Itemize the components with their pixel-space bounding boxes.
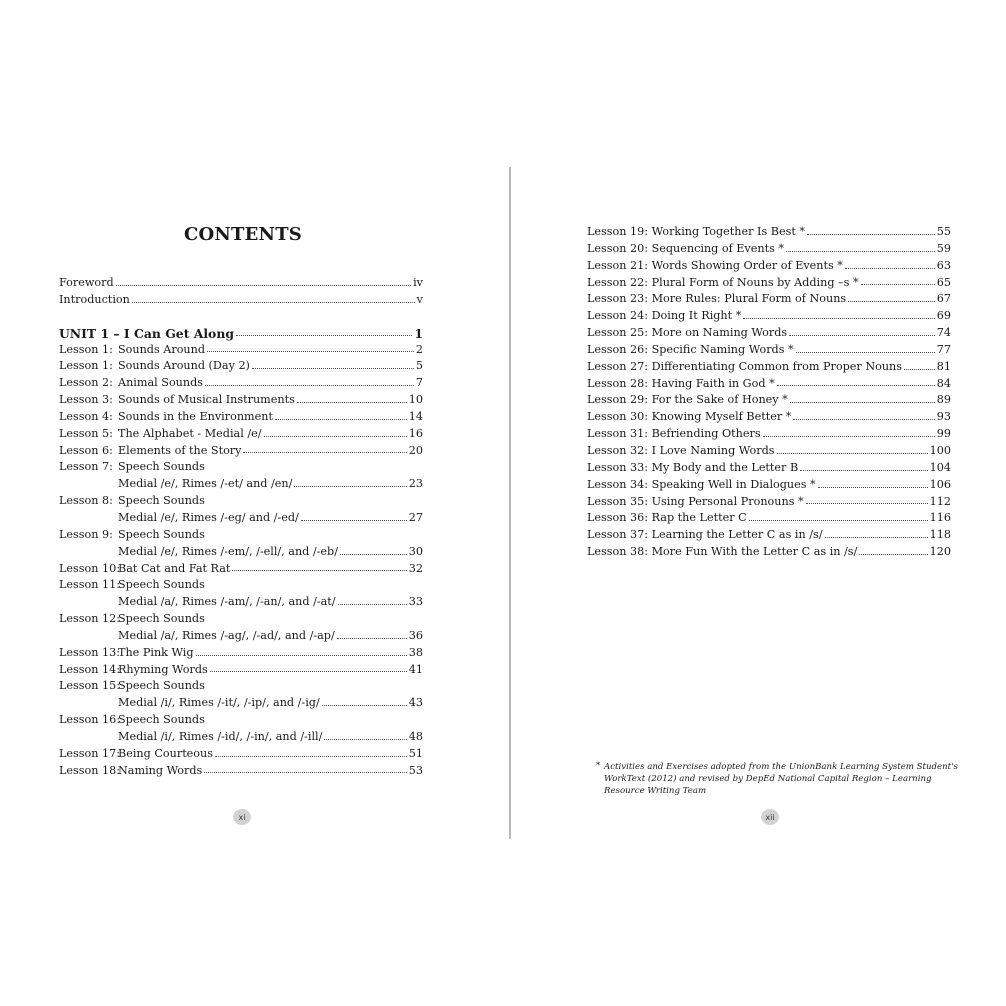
lesson-number: Lesson 13: bbox=[59, 645, 121, 659]
left-toc bbox=[59, 276, 423, 780]
lesson-title: The Alphabet - Medial /e/ bbox=[118, 426, 262, 440]
lesson-list-left bbox=[59, 343, 423, 781]
lesson-title: Naming Words bbox=[118, 763, 203, 777]
toc-row-lesson[interactable] bbox=[59, 545, 423, 562]
toc-row-lesson[interactable] bbox=[59, 444, 423, 461]
toc-row-lesson[interactable] bbox=[59, 595, 423, 612]
toc-row-lesson[interactable] bbox=[587, 545, 951, 562]
lesson-page: 63 bbox=[936, 258, 951, 272]
toc-row-lesson[interactable] bbox=[587, 225, 951, 242]
lesson-title: Sounds of Musical Instruments bbox=[118, 393, 295, 407]
lesson-number: Lesson 3: bbox=[59, 393, 113, 407]
leader-dots bbox=[275, 419, 407, 420]
lesson-page: 67 bbox=[936, 292, 951, 306]
lesson-title: Speech Sounds bbox=[118, 578, 205, 592]
leader-dots bbox=[196, 655, 407, 656]
lesson-title: Lesson 26: Specific Naming Words * bbox=[587, 342, 794, 356]
footnote-mark: * bbox=[596, 761, 601, 771]
toc-entry-page: v bbox=[416, 292, 423, 306]
leader-dots bbox=[859, 554, 927, 555]
lesson-title: Medial /e/, Rimes /-eg/ and /-ed/ bbox=[118, 510, 299, 524]
toc-row-lesson[interactable] bbox=[587, 309, 951, 326]
lesson-page: 77 bbox=[936, 342, 951, 356]
toc-row-lesson[interactable] bbox=[59, 460, 423, 477]
toc-row-lesson[interactable] bbox=[59, 747, 423, 764]
leader-dots bbox=[215, 756, 407, 757]
lesson-number: Lesson 8: bbox=[59, 494, 113, 508]
toc-row-lesson[interactable] bbox=[59, 410, 423, 427]
leader-dots bbox=[132, 302, 415, 303]
leader-dots bbox=[204, 772, 406, 773]
lesson-page: 23 bbox=[408, 477, 423, 491]
lesson-number: Lesson 7: bbox=[59, 460, 113, 474]
leader-dots bbox=[207, 351, 414, 352]
footnote-text: Activities and Exercises adopted from the UnionBank Learning System Student's WorkText (2012) and revised by DepEd National Capital Region – Learning Resource Writing Team bbox=[604, 762, 958, 796]
lesson-title: Lesson 27: Differentiating Common from Proper Nouns bbox=[587, 359, 902, 373]
toc-row-lesson[interactable] bbox=[587, 343, 951, 360]
lesson-page: 120 bbox=[929, 545, 951, 559]
lesson-page: 100 bbox=[929, 443, 951, 457]
toc-row-lesson[interactable] bbox=[59, 494, 423, 511]
lesson-page: 116 bbox=[929, 511, 951, 525]
lesson-page: 14 bbox=[408, 409, 423, 423]
leader-dots bbox=[294, 486, 406, 487]
leader-dots bbox=[786, 251, 935, 252]
toc-row-lesson[interactable] bbox=[587, 495, 951, 512]
toc-row-lesson[interactable] bbox=[587, 292, 951, 309]
toc-row-lesson[interactable] bbox=[587, 377, 951, 394]
page-number-left: xi bbox=[233, 809, 251, 825]
toc-row-lesson[interactable] bbox=[587, 427, 951, 444]
lesson-title: Medial /a/, Rimes /-ag/, /-ad/, and /-ap/ bbox=[118, 628, 335, 642]
lesson-title: Lesson 37: Learning the Letter C as in /s/ bbox=[587, 528, 823, 542]
lesson-title: Lesson 36: Rap the Letter C bbox=[587, 511, 747, 525]
toc-entry-title: Foreword bbox=[59, 276, 114, 289]
leader-dots bbox=[793, 419, 934, 420]
lesson-page: 48 bbox=[408, 729, 423, 743]
toc-row-lesson[interactable] bbox=[587, 259, 951, 276]
lesson-title: Lesson 24: Doing It Right * bbox=[587, 309, 742, 323]
toc-row-lesson[interactable] bbox=[59, 679, 423, 696]
toc-row-lesson[interactable] bbox=[59, 663, 423, 680]
lesson-title: Being Courteous bbox=[118, 746, 213, 760]
toc-row-unit-1[interactable] bbox=[59, 326, 423, 343]
leader-dots bbox=[777, 385, 935, 386]
toc-row-lesson[interactable] bbox=[59, 359, 423, 376]
lesson-title: Lesson 20: Sequencing of Events * bbox=[587, 241, 784, 255]
toc-row-lesson[interactable] bbox=[587, 393, 951, 410]
leader-dots bbox=[252, 368, 414, 369]
leader-dots bbox=[243, 452, 406, 453]
lesson-title: Animal Sounds bbox=[118, 376, 203, 390]
lesson-title: Speech Sounds bbox=[118, 460, 205, 474]
leader-dots bbox=[763, 436, 935, 437]
lesson-page: 65 bbox=[936, 275, 951, 289]
leader-dots bbox=[340, 554, 407, 555]
toc-row-lesson[interactable] bbox=[587, 478, 951, 495]
lesson-title: Speech Sounds bbox=[118, 679, 205, 693]
lesson-page: 36 bbox=[408, 628, 423, 642]
leader-dots bbox=[777, 453, 928, 454]
lesson-title: Lesson 32: I Love Naming Words bbox=[587, 443, 775, 457]
leader-dots bbox=[789, 335, 935, 336]
lesson-page: 2 bbox=[415, 342, 423, 356]
lesson-title: Lesson 29: For the Sake of Honey * bbox=[587, 393, 788, 407]
lesson-title: Speech Sounds bbox=[118, 494, 205, 508]
toc-row-lesson[interactable] bbox=[587, 528, 951, 545]
lesson-page: 33 bbox=[408, 595, 423, 609]
leader-dots bbox=[337, 638, 407, 639]
lesson-page: 84 bbox=[936, 376, 951, 390]
lesson-title: Elements of the Story bbox=[118, 443, 242, 457]
lesson-page: 7 bbox=[415, 376, 423, 390]
toc-row-introduction[interactable] bbox=[59, 293, 423, 310]
page-number-right: xii bbox=[761, 809, 779, 825]
lesson-title: Sounds in the Environment bbox=[118, 409, 273, 423]
toc-row-lesson[interactable] bbox=[587, 326, 951, 343]
lesson-title: The Pink Wig bbox=[118, 645, 194, 659]
leader-dots bbox=[232, 570, 406, 571]
leader-dots bbox=[845, 268, 935, 269]
lesson-number: Lesson 18: bbox=[59, 763, 121, 777]
toc-row-lesson[interactable] bbox=[59, 511, 423, 528]
lesson-title: Lesson 35: Using Personal Pronouns * bbox=[587, 494, 804, 508]
leader-dots bbox=[800, 470, 927, 471]
lesson-title: Lesson 28: Having Faith in God * bbox=[587, 376, 775, 390]
unit-title: UNIT 1 – I Can Get Along bbox=[59, 325, 234, 341]
toc-row-lesson[interactable] bbox=[59, 612, 423, 629]
toc-row-lesson[interactable] bbox=[59, 764, 423, 781]
lesson-title: Lesson 31: Befriending Others bbox=[587, 427, 761, 441]
lesson-number: Lesson 4: bbox=[59, 409, 113, 423]
lesson-page: 99 bbox=[936, 427, 951, 441]
toc-row-lesson[interactable] bbox=[59, 629, 423, 646]
leader-dots bbox=[825, 537, 928, 538]
right-toc bbox=[587, 225, 951, 562]
lesson-page: 106 bbox=[929, 477, 951, 491]
lesson-page: 69 bbox=[936, 309, 951, 323]
lesson-title: Lesson 25: More on Naming Words bbox=[587, 326, 788, 340]
toc-row-lesson[interactable] bbox=[59, 343, 423, 360]
leader-dots bbox=[264, 436, 407, 437]
leader-dots bbox=[848, 301, 935, 302]
lesson-title: Sounds Around bbox=[118, 342, 206, 356]
lesson-title: Lesson 22: Plural Form of Nouns by Adding –s * bbox=[587, 275, 859, 289]
toc-row-lesson[interactable] bbox=[59, 646, 423, 663]
lesson-number: Lesson 9: bbox=[59, 527, 113, 541]
lesson-number: Lesson 2: bbox=[59, 376, 113, 390]
footnote bbox=[598, 762, 963, 797]
toc-row-lesson[interactable] bbox=[59, 528, 423, 545]
lesson-page: 89 bbox=[936, 393, 951, 407]
leader-dots bbox=[338, 604, 407, 605]
lesson-page: 30 bbox=[408, 544, 423, 558]
lesson-title: Medial /e/, Rimes /-em/, /-ell/, and /-eb/ bbox=[118, 544, 338, 558]
leader-dots bbox=[301, 520, 407, 521]
toc-row-lesson[interactable] bbox=[59, 578, 423, 595]
lesson-page: 27 bbox=[408, 510, 423, 524]
toc-row-lesson[interactable] bbox=[587, 410, 951, 427]
lesson-title: Lesson 23: More Rules: Plural Form of Nouns bbox=[587, 292, 847, 306]
lesson-title: Rhyming Words bbox=[118, 662, 208, 676]
lesson-title: Speech Sounds bbox=[118, 713, 205, 727]
toc-row-foreword[interactable] bbox=[59, 276, 423, 293]
leader-dots bbox=[743, 318, 934, 319]
lesson-title: Bat Cat and Fat Rat bbox=[118, 561, 231, 575]
lesson-page: 20 bbox=[408, 443, 423, 457]
leader-dots bbox=[116, 285, 411, 286]
toc-row-lesson[interactable] bbox=[59, 730, 423, 747]
lesson-title: Sounds Around (Day 2) bbox=[118, 359, 250, 373]
lesson-number: Lesson 1: bbox=[59, 359, 113, 373]
lesson-page: 16 bbox=[408, 426, 423, 440]
section-gap bbox=[59, 310, 423, 326]
lesson-page: 55 bbox=[936, 225, 951, 238]
toc-row-lesson[interactable] bbox=[587, 276, 951, 293]
lesson-page: 104 bbox=[929, 460, 951, 474]
lesson-number: Lesson 6: bbox=[59, 443, 113, 457]
toc-row-lesson[interactable] bbox=[59, 393, 423, 410]
toc-row-lesson[interactable] bbox=[59, 427, 423, 444]
lesson-title: Medial /a/, Rimes /-am/, /-an/, and /-at/ bbox=[118, 595, 336, 609]
page-gutter-divider bbox=[509, 167, 511, 839]
leader-dots bbox=[796, 352, 935, 353]
lesson-title: Medial /i/, Rimes /-it/, /-ip/, and /-ig/ bbox=[118, 696, 320, 710]
leader-dots bbox=[904, 369, 935, 370]
leader-dots bbox=[806, 503, 928, 504]
leader-dots bbox=[322, 705, 407, 706]
toc-row-lesson[interactable] bbox=[587, 461, 951, 478]
lesson-number: Lesson 16: bbox=[59, 713, 121, 727]
lesson-page: 38 bbox=[408, 645, 423, 659]
lesson-title: Lesson 33: My Body and the Letter B bbox=[587, 460, 799, 474]
leader-dots bbox=[861, 284, 935, 285]
lesson-title: Lesson 19: Working Together Is Best * bbox=[587, 225, 805, 238]
leader-dots bbox=[818, 487, 928, 488]
lesson-page: 93 bbox=[936, 410, 951, 424]
leader-dots bbox=[790, 402, 935, 403]
lesson-title: Speech Sounds bbox=[118, 527, 205, 541]
lesson-number: Lesson 17: bbox=[59, 746, 121, 760]
leader-dots bbox=[807, 234, 935, 235]
toc-row-lesson[interactable] bbox=[59, 562, 423, 579]
toc-row-lesson[interactable] bbox=[59, 477, 423, 494]
toc-entry-title: Introduction bbox=[59, 292, 130, 306]
lesson-number: Lesson 5: bbox=[59, 426, 113, 440]
lesson-title: Lesson 30: Knowing Myself Better * bbox=[587, 410, 792, 424]
toc-row-lesson[interactable] bbox=[587, 360, 951, 377]
lesson-page: 118 bbox=[929, 528, 951, 542]
lesson-page: 59 bbox=[936, 241, 951, 255]
lesson-title: Medial /i/, Rimes /-id/, /-in/, and /-ill/ bbox=[118, 729, 323, 743]
lesson-page: 74 bbox=[936, 326, 951, 340]
toc-row-lesson[interactable] bbox=[59, 713, 423, 730]
lesson-page: 41 bbox=[408, 662, 423, 676]
lesson-page: 32 bbox=[408, 561, 423, 575]
lesson-page: 53 bbox=[408, 763, 423, 777]
leader-dots bbox=[205, 385, 414, 386]
leader-dots bbox=[324, 739, 406, 740]
lesson-number: Lesson 11: bbox=[59, 578, 121, 592]
toc-row-lesson[interactable] bbox=[587, 511, 951, 528]
lesson-number: Lesson 10: bbox=[59, 561, 121, 575]
toc-row-lesson[interactable] bbox=[587, 242, 951, 259]
toc-row-lesson[interactable] bbox=[59, 696, 423, 713]
lesson-title: Lesson 34: Speaking Well in Dialogues * bbox=[587, 477, 816, 491]
contents-title: CONTENTS bbox=[183, 224, 303, 245]
leader-dots bbox=[297, 402, 407, 403]
toc-row-lesson[interactable] bbox=[587, 444, 951, 461]
lesson-number: Lesson 14: bbox=[59, 662, 121, 676]
leader-dots bbox=[749, 520, 928, 521]
leader-dots bbox=[210, 671, 407, 672]
toc-entry-page: iv bbox=[413, 276, 423, 289]
lesson-page: 81 bbox=[936, 359, 951, 373]
toc-row-lesson[interactable] bbox=[59, 376, 423, 393]
unit-page: 1 bbox=[414, 325, 423, 341]
lesson-title: Lesson 21: Words Showing Order of Events * bbox=[587, 258, 843, 272]
lesson-number: Lesson 15: bbox=[59, 679, 121, 693]
leader-dots bbox=[236, 335, 412, 336]
lesson-page: 10 bbox=[408, 393, 423, 407]
lesson-page: 51 bbox=[408, 746, 423, 760]
lesson-number: Lesson 1: bbox=[59, 342, 113, 356]
lesson-title: Medial /e/, Rimes /-et/ and /en/ bbox=[118, 477, 293, 491]
lesson-title: Lesson 38: More Fun With the Letter C as in /s/ bbox=[587, 545, 858, 559]
lesson-title: Speech Sounds bbox=[118, 612, 205, 626]
lesson-page: 5 bbox=[415, 359, 423, 373]
lesson-number: Lesson 12: bbox=[59, 612, 121, 626]
lesson-page: 112 bbox=[929, 494, 951, 508]
lesson-page: 43 bbox=[408, 696, 423, 710]
